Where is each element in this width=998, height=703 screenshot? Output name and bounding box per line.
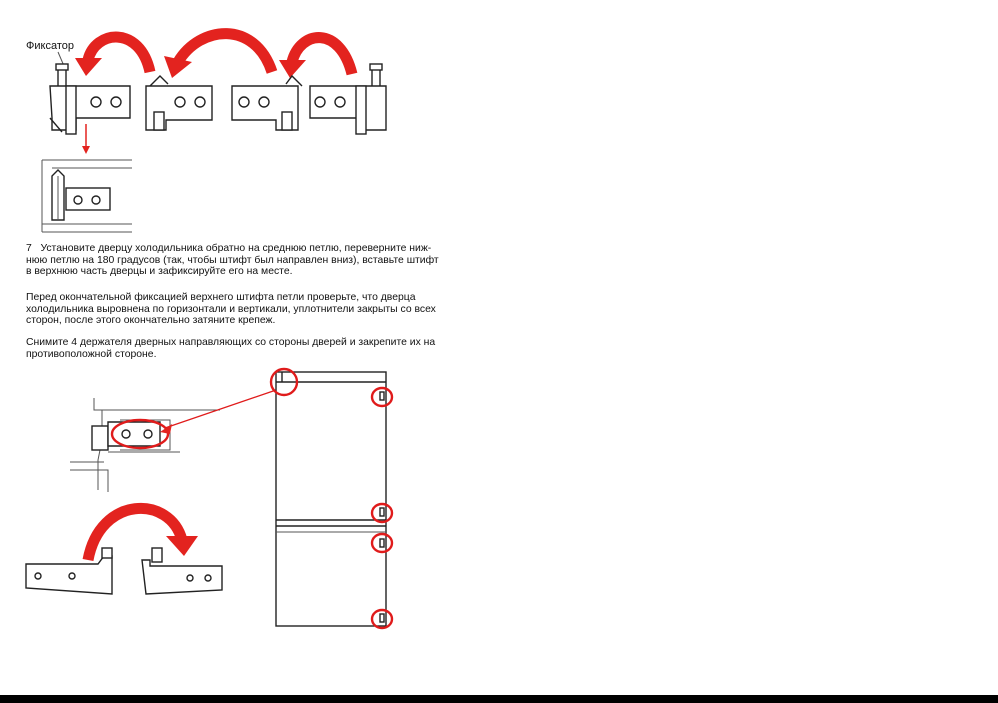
latch-label: Фиксатор — [26, 40, 74, 52]
check-line-1: Перед окончательной фиксацией верхнего штифта петли проверьте, что дверца — [26, 292, 416, 303]
hinge-frame-detail — [70, 388, 282, 492]
alignment-check-text — [26, 292, 496, 327]
door-holders-text — [26, 337, 496, 360]
flip-arrow-3 — [279, 38, 352, 78]
holders-line-2: противоположной стороне. — [26, 348, 157, 360]
door-holder-circle-1 — [372, 388, 392, 406]
bottom-hinge-flip — [26, 508, 222, 594]
step-number: 7 — [26, 243, 32, 254]
hinge-3 — [232, 76, 302, 130]
hinge-4 — [310, 64, 386, 134]
fridge-front-view — [271, 369, 392, 628]
down-arrow — [82, 124, 90, 154]
flip-arrow-2 — [164, 34, 272, 78]
flip-arrow-1 — [75, 37, 150, 76]
hinge-detail-view — [42, 160, 132, 232]
door-holder-circle-4 — [372, 610, 392, 628]
hinge-1 — [50, 64, 130, 134]
top-hinge-circle — [271, 369, 297, 395]
step-line-2: нюю петлю на 180 градусов (так, чтобы штифт был направлен вниз), вставьте штифт — [26, 254, 439, 266]
holders-line-1: Снимите 4 держателя дверных направляющих со стороны дверей и закрепите их на — [26, 337, 436, 348]
door-holder-circle-2 — [372, 504, 392, 522]
bottom-border — [0, 695, 998, 703]
check-line-3: сторон, после этого окончательно затяните крепеж. — [26, 315, 276, 326]
check-line-2: холодильника выровнена по горизонтали и вертикали, уплотнители закрыты со всех — [26, 303, 436, 315]
step-7-text — [26, 243, 496, 278]
step-line-1: Установите дверцу холодильника обратно на среднюю петлю, переверните ниж- — [40, 243, 432, 254]
door-holder-circle-3 — [372, 534, 392, 552]
hinge-2 — [146, 76, 212, 130]
step-line-3: в верхнюю часть дверцы и зафиксируйте его на месте. — [26, 266, 293, 277]
